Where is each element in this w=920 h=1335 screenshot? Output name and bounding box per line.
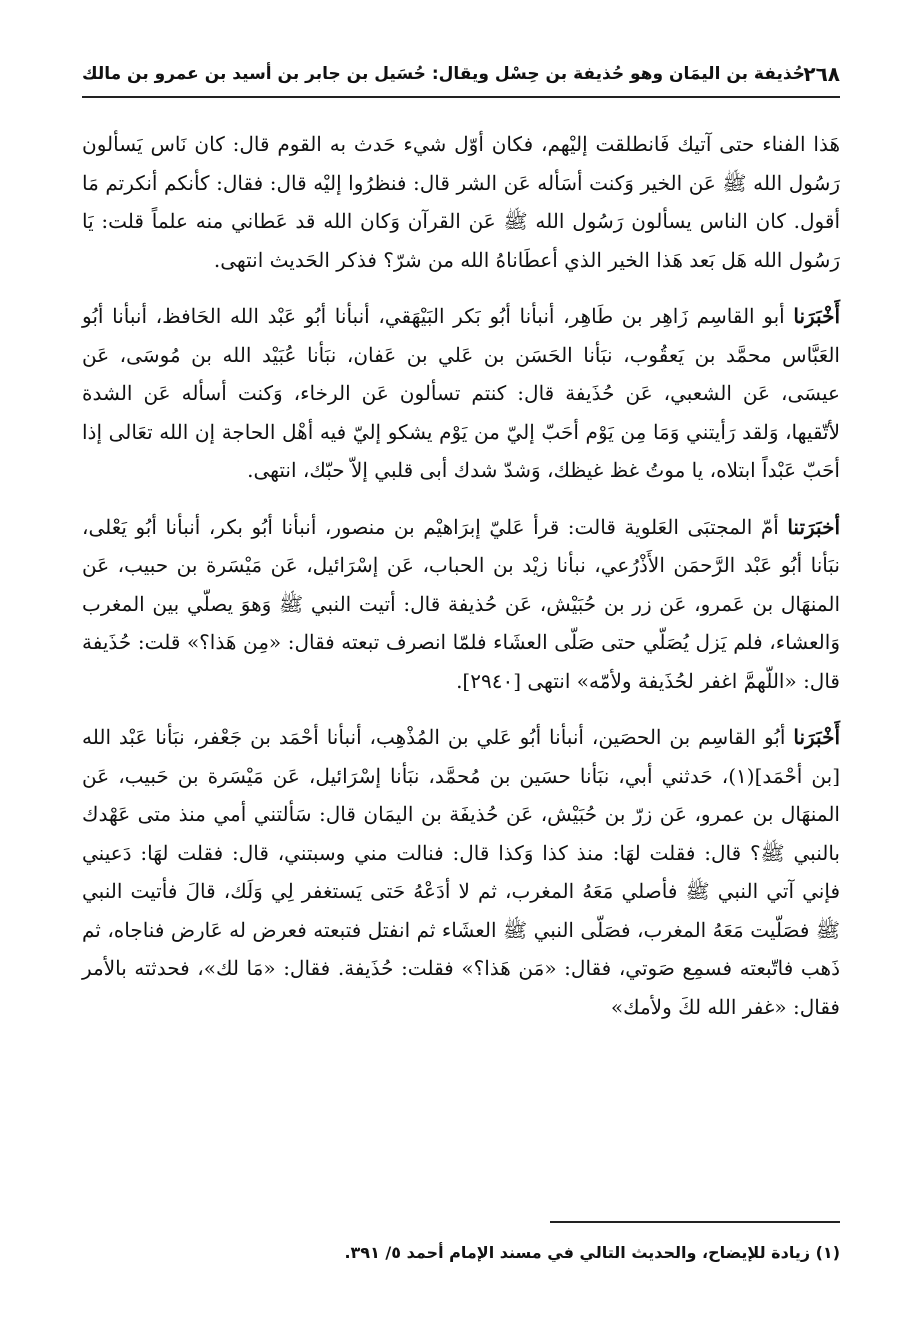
- paragraph: [82, 297, 840, 490]
- paragraph-lead: أخبَرَتنا: [787, 514, 840, 539]
- running-title: حُذيفة بن اليمَان وهو حُذيفة بن حِسْل ويقال: حُسَيل بن جابر بن أسيد بن عمرو بن مالك: [82, 64, 805, 84]
- paragraph: [82, 718, 840, 1026]
- paragraph-text: أمّ المجتبَى العَلوية قالت: قرأ عَليّ إبرَاهيْم بن منصور، أنبأنا أبُو بكر، أنبأنا أبُو يَعْلى، نبَأنا أبُو عَبْد الرَّحمَن الأَذْرُعي، نبأنا زيْد بن الحباب، عَن إسْرَائيل، عَن مَيْسَرة بن حبيب، عَن المنهَال بن عَمرو، عَن زر بن حُبَيْش، عَن حُذيفة قال: أتيت النبي ﷺ وَهوَ يصلّي بين المغرب وَالعشاء، فلم يَزل يُصَلّي حتى صَلّى العشَاء فلمّا انصرف تبعته فقال: «مِن هَذا؟» قلت: حُذَيفة قال: «اللّهمَّ اغفر لحُذَيفة ولأمّه» انتهى [٢٩٤٠].: [82, 514, 840, 693]
- paragraph: [82, 508, 840, 701]
- main-text: [82, 125, 840, 1026]
- page-header: [82, 56, 840, 98]
- paragraph: [82, 125, 840, 279]
- paragraph-text: أبو القاسِم زَاهِر بن طَاهِر، أنبأنا أبُو بَكر البَيْهَقي، أنبأنا أبُو عَبْد الله الحَافظ، أنبأنا أبُو العَبَّاس محمَّد بن يَعقُوب، نبَأنا الحَسَن بن عَلي بن عَفان، نبَأنا عُبَيْد الله بن مُوسَى، عَن عيسَى، عَن الشعبي، عَن حُذَيفة قال: كنتم تسألون عَن الرخاء، وَكنت أسأله عَن الشدة لأتّقيها، وَلقد رَأيتني وَمَا مِن يَوْم أحَبّ إليّ من يَوْم يشكو إليّ فيه أهْل الحاجة إن الله تعَالى إذا أحَبّ عَبْداً ابتلاه، يا موتُ غظ غيظك، وَشدّ شدك أبى قلبي إلاّ حبّك، انتهى.: [82, 304, 840, 482]
- paragraph-text: أبُو القاسِم بن الحصَين، أنبأنا أبُو عَلي بن المُذْهِب، أنبأنا أحْمَد بن جَعْفر، نبَأنا عَبْد الله [بن أحْمَد](١)، حَدثني أبي، نبَأنا حسَين بن مُحمَّد، نبَأنا إسْرَائيل، عَن مَيْسَرة بن حَبيب، عَن المنهَال بن عمرو، عَن زرّ بن حُبَيْش، عَن حُذيفَة بن اليمَان قال: سَألتني أمي منذ متى عَهْدك بالنبي ﷺ؟ قال: فقلت لهَا: منذ كذا وَكذا قال: فنالت مني وسبتني، قال: فقلت لهَا: دَعيني فإني آتي النبي ﷺ فأصلي مَعَهُ المغرب، ثم لا أدَعْهُ حَتى يَستغفر لِي وَلَك، قالَ فأتيت النبي ﷺ فصَلّيت مَعَهُ المغرب، فصَلّى النبي ﷺ العشَاء ثم انفتل فتبعته فعرض له عَارض فناجاه، ثم ذَهب فاتّبعته فسمِع صَوتي، فقال: «مَن هَذا؟» فقلت: حُذَيفة. فقال: «مَا لك»، فحدثته بالأمر فقال: «غفر الله لكَ ولأمك»: [82, 725, 840, 1019]
- paragraph-lead: أَخْبَرَنا: [793, 725, 840, 749]
- paragraph-lead: أَخْبَرَنا: [793, 304, 841, 328]
- paragraph-text: هَذا الفناء حتى آتيك فَانطلقت إليْهم، فكان أوّل شيء حَدث به القوم قال: كان نَاس يَسألون رَسُول الله ﷺ عَن الخير وَكنت أسَأله عَن الشر قال: فنظرُوا إليْه قال: فقال: كأنكم أنكرتم مَا أقول. كان الناس يسألون رَسُول الله ﷺ عَن القرآن وَكان الله قد عَطاني منه علماً قلت: يَا رَسُول الله هَل بَعد هَذا الخير الذي أعطَاناهُ الله من شرّ؟ فذكر الحَديث انتهى.: [82, 132, 840, 272]
- footnote-separator: [550, 1221, 840, 1223]
- page-number: ٢٦٨: [803, 62, 840, 86]
- footnote: (١) زيادة للإيضاح، والحديث التالي في مسند الإمام أحمد ٥/ ٣٩١.: [344, 1243, 840, 1262]
